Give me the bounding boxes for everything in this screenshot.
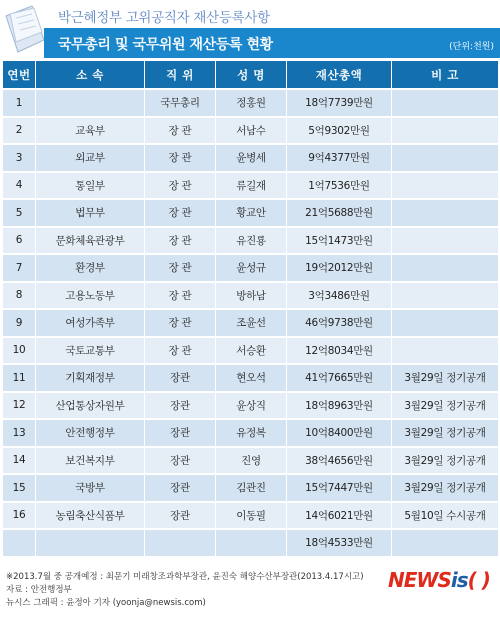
cell-position: 장 관 bbox=[145, 283, 215, 309]
cell-name: 진영 bbox=[216, 448, 286, 474]
cell-position: 국무총리 bbox=[145, 90, 215, 116]
cell-total-assets: 10억8400만원 bbox=[287, 420, 391, 446]
cell-total-assets: 18억4533만원 bbox=[287, 530, 391, 556]
cell-row-number: 15 bbox=[3, 475, 35, 501]
cell-row-number: 2 bbox=[3, 118, 35, 144]
column-header-no: 연번 bbox=[3, 61, 35, 88]
cell-row-number: 3 bbox=[3, 145, 35, 171]
column-header-name: 성 명 bbox=[216, 61, 286, 88]
cell-note bbox=[392, 145, 498, 171]
cell-department: 교육부 bbox=[36, 118, 144, 144]
cell-note: 3월29일 정기공개 bbox=[392, 393, 498, 419]
cell-total-assets: 15억7447만원 bbox=[287, 475, 391, 501]
cell-note: 3월29일 정기공개 bbox=[392, 365, 498, 391]
cell-department: 보건복지부 bbox=[36, 448, 144, 474]
cell-note bbox=[392, 338, 498, 364]
cell-total-assets: 18억7739만원 bbox=[287, 90, 391, 116]
cell-note bbox=[392, 255, 498, 281]
logo-news: NEWS bbox=[388, 568, 451, 592]
column-header-dept: 소 속 bbox=[36, 61, 144, 88]
table-row bbox=[3, 90, 498, 116]
cell-position: 장 관 bbox=[145, 310, 215, 336]
cell-note bbox=[392, 310, 498, 336]
cell-department: 안전행정부 bbox=[36, 420, 144, 446]
cell-note: 3월29일 정기공개 bbox=[392, 420, 498, 446]
table-header-row bbox=[3, 61, 498, 88]
cell-total-assets: 1억7536만원 bbox=[287, 173, 391, 199]
table-row bbox=[3, 503, 498, 529]
cell-name: 류길재 bbox=[216, 173, 286, 199]
cell-note: 3월29일 정기공개 bbox=[392, 448, 498, 474]
cell-position: 장관 bbox=[145, 475, 215, 501]
cell-row-number: 11 bbox=[3, 365, 35, 391]
document-icon bbox=[2, 2, 50, 56]
cell-row-number: 5 bbox=[3, 200, 35, 226]
subtitle: 국무총리 및 국무위원 재산등록 현황 bbox=[58, 37, 273, 53]
cell-department: 법무부 bbox=[36, 200, 144, 226]
cell-department: 농림축산식품부 bbox=[36, 503, 144, 529]
cell-row-number: 1 bbox=[3, 90, 35, 116]
cell-department: 산업통상자원부 bbox=[36, 393, 144, 419]
cell-position: 장관 bbox=[145, 365, 215, 391]
cell-position: 장 관 bbox=[145, 200, 215, 226]
footer-note: ※2013.7월 중 공개예정 : 최문기 미래창조과학부장관, 윤진숙 해양수산부장관(2013.4.17시고) bbox=[6, 572, 364, 582]
table-row bbox=[3, 200, 498, 226]
cell-name: 윤병세 bbox=[216, 145, 286, 171]
cell-total-assets: 9억4377만원 bbox=[287, 145, 391, 171]
cell-total-assets: 12억8034만원 bbox=[287, 338, 391, 364]
cell-name: 윤상직 bbox=[216, 393, 286, 419]
cell-position: 장 관 bbox=[145, 228, 215, 254]
unit-label: (단위:천원) bbox=[449, 42, 494, 52]
cell-row-number: 8 bbox=[3, 283, 35, 309]
cell-row-number: 13 bbox=[3, 420, 35, 446]
cell-position: 장관 bbox=[145, 393, 215, 419]
table-row bbox=[3, 255, 498, 281]
cell-note: 3월29일 정기공개 bbox=[392, 475, 498, 501]
header bbox=[0, 0, 500, 58]
cell-name: 김관진 bbox=[216, 475, 286, 501]
cell-total-assets: 5억9302만원 bbox=[287, 118, 391, 144]
cell-name: 서남수 bbox=[216, 118, 286, 144]
cell-name: 이동필 bbox=[216, 503, 286, 529]
cell-position: 장관 bbox=[145, 448, 215, 474]
page-title: 박근혜정부 고위공직자 재산등록사항 bbox=[58, 10, 270, 26]
footer-credit: 뉴시스 그래픽 : 윤정아 기자 (yoonja@newsis.com) bbox=[6, 598, 206, 608]
cell-row-number bbox=[3, 530, 35, 556]
table-row bbox=[3, 283, 498, 309]
cell-total-assets: 14억6021만원 bbox=[287, 503, 391, 529]
cell-name: 현오석 bbox=[216, 365, 286, 391]
cell-position: 장 관 bbox=[145, 145, 215, 171]
cell-position: 장 관 bbox=[145, 338, 215, 364]
cell-name: 유정복 bbox=[216, 420, 286, 446]
column-header-note: 비 고 bbox=[392, 61, 498, 88]
table-row bbox=[3, 118, 498, 144]
table-row bbox=[3, 420, 498, 446]
cell-position: 장관 bbox=[145, 503, 215, 529]
table-row bbox=[3, 145, 498, 171]
newsis-logo bbox=[388, 568, 490, 592]
table-row bbox=[3, 365, 498, 391]
cell-total-assets: 38억4656만원 bbox=[287, 448, 391, 474]
cell-department: 고용노동부 bbox=[36, 283, 144, 309]
cell-total-assets: 3억3486만원 bbox=[287, 283, 391, 309]
column-header-assets: 재산총액 bbox=[287, 61, 391, 88]
cell-department bbox=[36, 530, 144, 556]
cell-department: 국방부 bbox=[36, 475, 144, 501]
cell-total-assets: 41억7665만원 bbox=[287, 365, 391, 391]
cell-note: 5월10일 수시공개 bbox=[392, 503, 498, 529]
table-row bbox=[3, 338, 498, 364]
table-row bbox=[3, 310, 498, 336]
cell-row-number: 6 bbox=[3, 228, 35, 254]
cell-department: 통일부 bbox=[36, 173, 144, 199]
cell-department: 국토교통부 bbox=[36, 338, 144, 364]
logo-is: is bbox=[450, 568, 468, 592]
cell-name: 황교안 bbox=[216, 200, 286, 226]
cell-department: 기획재정부 bbox=[36, 365, 144, 391]
cell-department: 환경부 bbox=[36, 255, 144, 281]
cell-note bbox=[392, 530, 498, 556]
cell-note bbox=[392, 118, 498, 144]
cell-row-number: 9 bbox=[3, 310, 35, 336]
cell-total-assets: 46억9738만원 bbox=[287, 310, 391, 336]
cell-note bbox=[392, 283, 498, 309]
asset-table bbox=[2, 59, 499, 558]
cell-row-number: 14 bbox=[3, 448, 35, 474]
cell-total-assets: 15억1473만원 bbox=[287, 228, 391, 254]
cell-row-number: 4 bbox=[3, 173, 35, 199]
table-row bbox=[3, 530, 498, 556]
column-header-position: 직 위 bbox=[145, 61, 215, 88]
table-row bbox=[3, 475, 498, 501]
cell-position: 장관 bbox=[145, 420, 215, 446]
footer-source: 자료 : 안전행정부 bbox=[6, 585, 72, 595]
cell-note bbox=[392, 90, 498, 116]
cell-total-assets: 21억5688만원 bbox=[287, 200, 391, 226]
cell-department: 외교부 bbox=[36, 145, 144, 171]
subtitle-bar bbox=[44, 28, 500, 58]
cell-name: 유진룡 bbox=[216, 228, 286, 254]
cell-row-number: 7 bbox=[3, 255, 35, 281]
table-row bbox=[3, 173, 498, 199]
logo-paren: ( ) bbox=[467, 568, 490, 592]
cell-row-number: 16 bbox=[3, 503, 35, 529]
cell-position bbox=[145, 530, 215, 556]
table-row bbox=[3, 448, 498, 474]
cell-total-assets: 19억2012만원 bbox=[287, 255, 391, 281]
table-row bbox=[3, 393, 498, 419]
cell-row-number: 12 bbox=[3, 393, 35, 419]
cell-position: 장 관 bbox=[145, 173, 215, 199]
cell-name bbox=[216, 530, 286, 556]
cell-position: 장 관 bbox=[145, 118, 215, 144]
cell-note bbox=[392, 173, 498, 199]
cell-department: 여성가족부 bbox=[36, 310, 144, 336]
cell-name: 윤성규 bbox=[216, 255, 286, 281]
cell-row-number: 10 bbox=[3, 338, 35, 364]
cell-name: 조윤선 bbox=[216, 310, 286, 336]
cell-note bbox=[392, 200, 498, 226]
cell-total-assets: 18억8963만원 bbox=[287, 393, 391, 419]
cell-name: 정홍원 bbox=[216, 90, 286, 116]
cell-department bbox=[36, 90, 144, 116]
cell-position: 장 관 bbox=[145, 255, 215, 281]
cell-name: 방하남 bbox=[216, 283, 286, 309]
cell-note bbox=[392, 228, 498, 254]
cell-name: 서승환 bbox=[216, 338, 286, 364]
cell-department: 문화체육관광부 bbox=[36, 228, 144, 254]
table-row bbox=[3, 228, 498, 254]
